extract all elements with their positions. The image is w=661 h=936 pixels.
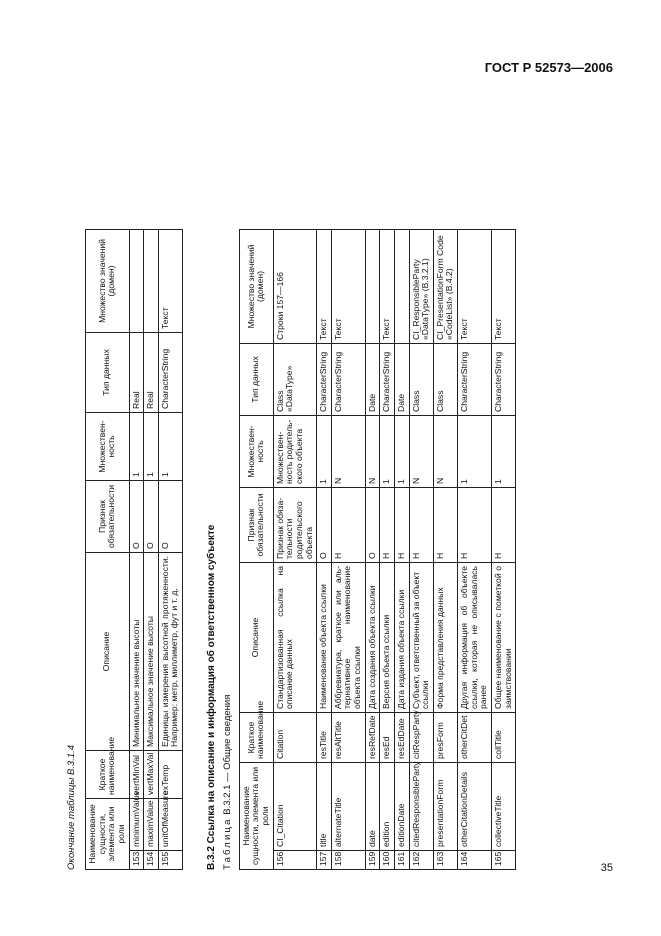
obligation: Н (394, 487, 409, 562)
obligation: Н (380, 487, 395, 562)
table1-header-description: Описание (86, 552, 130, 750)
entity-name: otherCitationDetails (458, 762, 492, 850)
domain (144, 229, 159, 332)
data-type: Date (365, 343, 380, 415)
row-number: 156 (273, 851, 317, 870)
table-row (394, 229, 409, 869)
multiplicity: 1 (317, 415, 332, 487)
multiplicity: N (365, 415, 380, 487)
short-name: otherCitDet (458, 712, 492, 762)
description: Аббревиатура, краткое или альтернативное наименование объекта ссылки (331, 562, 365, 712)
entity-name: maximValue (144, 798, 159, 850)
row-number: 154 (144, 851, 159, 870)
description: Субъект, ответственный за объект ссылки (409, 562, 433, 712)
data-type: CharacterString (458, 343, 492, 415)
row-number: 157 (317, 851, 332, 870)
description: Дата создания объекта ссылки (365, 562, 380, 712)
domain: CI_ResponsibleParty «DataType» (В.3.2.1) (409, 229, 433, 343)
data-type: CharacterString (158, 332, 182, 412)
entity-name: date (365, 762, 380, 850)
entity-name: title (317, 762, 332, 850)
data-type: Class «DataType» (273, 343, 317, 415)
table-row (158, 229, 182, 869)
short-name: resTitle (317, 712, 332, 762)
domain: Текст (317, 229, 332, 343)
domain: Строки 157—166 (273, 229, 317, 343)
data-type: Date (394, 343, 409, 415)
short-name: Citation (273, 712, 317, 762)
page-header: ГОСТ Р 52573—2006 (484, 60, 613, 75)
multiplicity: N (433, 415, 457, 487)
entity-name: citedResponsibleParty (409, 762, 433, 850)
description: Версия объекта ссылки (380, 562, 395, 712)
short-name: presForm (433, 712, 457, 762)
description: Общее наименование с пометкой о заимствовании (491, 562, 515, 712)
row-number: 158 (331, 851, 365, 870)
obligation: Н (491, 487, 515, 562)
table2-caption (223, 230, 234, 870)
obligation: О (144, 480, 159, 552)
row-number: 164 (458, 851, 492, 870)
obligation: Н (433, 487, 457, 562)
description: Наименование объекта ссылки (317, 562, 332, 712)
domain: Текст (380, 229, 395, 343)
description: Стандартизованная ссылка на описание данных (273, 562, 317, 712)
entity-name: CI_Citation (273, 762, 317, 850)
domain (365, 229, 380, 343)
domain: Текст (491, 229, 515, 343)
table2-header-obligation: Признак обязательности (239, 487, 273, 562)
row-number: 153 (129, 851, 144, 870)
table2-header-entity: Наименование сущности, элемента или роли (239, 762, 273, 869)
domain (394, 229, 409, 343)
table-row (273, 229, 317, 869)
description: Единицы измерения высотной протяженности. Например: метр, миллиметр, фут и т. д. (158, 552, 182, 750)
rotated-block-table2 (200, 235, 661, 870)
table-row (317, 229, 332, 869)
data-type: CharacterString (380, 343, 395, 415)
description: Другая информация об объекте ссылки, которая не описывалась ранее (458, 562, 492, 712)
table1-caption: Окончание таблицы В.3.1.4 (66, 744, 77, 870)
table2-caption-prefix: Таблица (222, 817, 234, 870)
row-number: 165 (491, 851, 515, 870)
table2-caption-rest: В.3.2.1 — Общие сведения (222, 694, 234, 815)
table-row (458, 229, 492, 869)
table1-header-datatype: Тип данных (86, 332, 130, 412)
short-name: resEdDate (394, 712, 409, 762)
table1-header-entity: Наименование сущности, элемента или роли (86, 798, 130, 869)
obligation: Н (458, 487, 492, 562)
section-title: В.3.2 Ссылка на описание и информация об ответственном субъекте (206, 524, 217, 870)
table1-header-multiplicity: Множественность (86, 412, 130, 480)
row-number: 155 (158, 851, 182, 870)
data-type: Real (144, 332, 159, 412)
short-name: vertMaxVal (144, 750, 159, 798)
domain: CI_PresentationForm Code «CodeList» (В.4.2) (433, 229, 457, 343)
data-type: CharacterString (331, 343, 365, 415)
data-type: Class (433, 343, 457, 415)
table-row (144, 229, 159, 869)
table2-header-multiplicity: Множественность (239, 415, 273, 487)
data-type: Real (129, 332, 144, 412)
domain: Текст (331, 229, 365, 343)
table1-header-obligation: Признак обязательности (86, 480, 130, 552)
table2-header-domain: Множество значений (домен) (239, 229, 273, 343)
entity-name: minimumValue (129, 798, 144, 850)
short-name: collTitle (491, 712, 515, 762)
obligation: О (158, 480, 182, 552)
table1-header-row (86, 229, 130, 869)
entity-name: collectiveTitle (491, 762, 515, 850)
table-row (409, 229, 433, 869)
obligation: Признак обязательности родительского объекта (273, 487, 317, 562)
table2-header-row (239, 229, 273, 869)
short-name: resRefDate (365, 712, 380, 762)
table2-header-datatype: Тип данных (239, 343, 273, 415)
table2 (239, 229, 516, 870)
table-row (331, 229, 365, 869)
row-number: 159 (365, 851, 380, 870)
multiplicity: Множественность родительского объекта (273, 415, 317, 487)
row-number: 160 (380, 851, 395, 870)
entity-name: alternateTitle (331, 762, 365, 850)
table2-header-description: Описание (239, 562, 273, 712)
page-number: 35 (600, 862, 613, 874)
description: Форма представления данных (433, 562, 457, 712)
table-row (365, 229, 380, 869)
row-number: 161 (394, 851, 409, 870)
obligation: Н (331, 487, 365, 562)
short-name: vertMinVal (129, 750, 144, 798)
entity-name: editionDate (394, 762, 409, 850)
obligation: О (317, 487, 332, 562)
short-name: resAltTitle (331, 712, 365, 762)
short-name: resEd (380, 712, 395, 762)
multiplicity: 1 (394, 415, 409, 487)
description: Дата издания объекта ссылки (394, 562, 409, 712)
domain: Текст (158, 229, 182, 332)
obligation: О (365, 487, 380, 562)
data-type: CharacterString (491, 343, 515, 415)
multiplicity: N (331, 415, 365, 487)
table1 (85, 229, 183, 870)
multiplicity: 1 (129, 412, 144, 480)
table2-header-short: Краткое наименование (239, 712, 273, 762)
table-row (380, 229, 395, 869)
entity-name: edition (380, 762, 395, 850)
multiplicity: N (409, 415, 433, 487)
multiplicity: 1 (491, 415, 515, 487)
short-name: exTemp (158, 750, 182, 798)
row-number: 163 (433, 851, 457, 870)
description: Минимальное значение высоты (129, 552, 144, 750)
short-name: citRespParty (409, 712, 433, 762)
data-type: CharacterString (317, 343, 332, 415)
table1-header-short: Краткое наименование (86, 750, 130, 798)
table-row (491, 229, 515, 869)
table1-header-domain: Множество значений (домен) (86, 229, 130, 332)
obligation: Н (409, 487, 433, 562)
domain: Текст (458, 229, 492, 343)
data-type: Class (409, 343, 433, 415)
obligation: О (129, 480, 144, 552)
description: Максимальное значение высоты (144, 552, 159, 750)
entity-name: unitOfMeasure (158, 798, 182, 850)
table-row (129, 229, 144, 869)
multiplicity: 1 (158, 412, 182, 480)
multiplicity: 1 (458, 415, 492, 487)
table-row (433, 229, 457, 869)
multiplicity: 1 (144, 412, 159, 480)
multiplicity: 1 (380, 415, 395, 487)
domain (129, 229, 144, 332)
row-number: 162 (409, 851, 433, 870)
entity-name: presentationForm (433, 762, 457, 850)
